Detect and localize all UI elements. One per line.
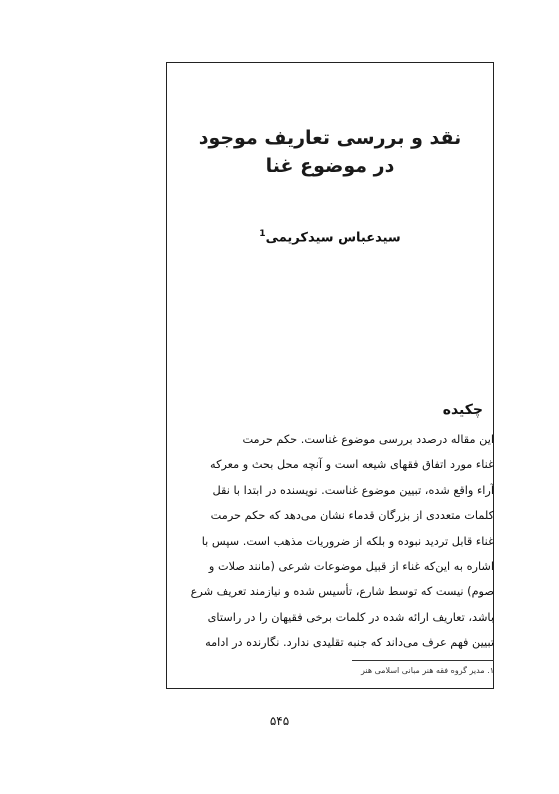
abstract-line: باشد، تعاریف ارائه شده در کلمات برخی فقیهان را در راستای bbox=[207, 610, 494, 624]
abstract-line: آراء واقع شده، تبیین موضوع غناست. نویسنده در ابتدا با نقل bbox=[212, 483, 494, 497]
abstract-line: غناء قابل تردید نبوده و بلکه از ضروریات مذهب است. سپس با bbox=[201, 534, 494, 548]
author-name bbox=[166, 229, 494, 245]
footnote-divider bbox=[352, 660, 494, 661]
abstract-line: این مقاله درصدد بررسی موضوع غناست. حکم حرمت bbox=[242, 433, 494, 446]
author-text: سیدعباس سیدکریمی bbox=[265, 230, 401, 246]
abstract-line: کلمات متعددی از بزرگان قدماء نشان می‌دهد که حکم حرمت bbox=[210, 509, 494, 523]
footnote: ۱. مدیر گروه فقه هنر مبانی اسلامی هنر bbox=[361, 666, 494, 675]
author-footnote-marker: 1 bbox=[259, 229, 266, 239]
abstract-line: صوم) نیست که توسط شارع، تأسیس شده و نیازمند تعریف شرع bbox=[190, 585, 494, 599]
page-number: ۵۴۵ bbox=[269, 714, 290, 728]
abstract-body bbox=[64, 427, 494, 656]
article-subtitle: در موضوع غنا bbox=[265, 155, 395, 177]
abstract-line: اشاره به این‌که غناء از قبیل موضوعات شرعی (مانند صلات و bbox=[208, 560, 494, 574]
abstract-line: غناء مورد اتفاق فقهای شیعه است و آنچه محل بحث و معرکه bbox=[210, 458, 494, 472]
abstract-heading: چکیده bbox=[442, 402, 483, 418]
article-title: نقد و بررسی تعاریف موجود bbox=[198, 127, 462, 149]
abstract-line: تبیین فهم عرف می‌داند که جنبه تقلیدی ندارد. نگارنده در ادامه bbox=[205, 636, 494, 650]
